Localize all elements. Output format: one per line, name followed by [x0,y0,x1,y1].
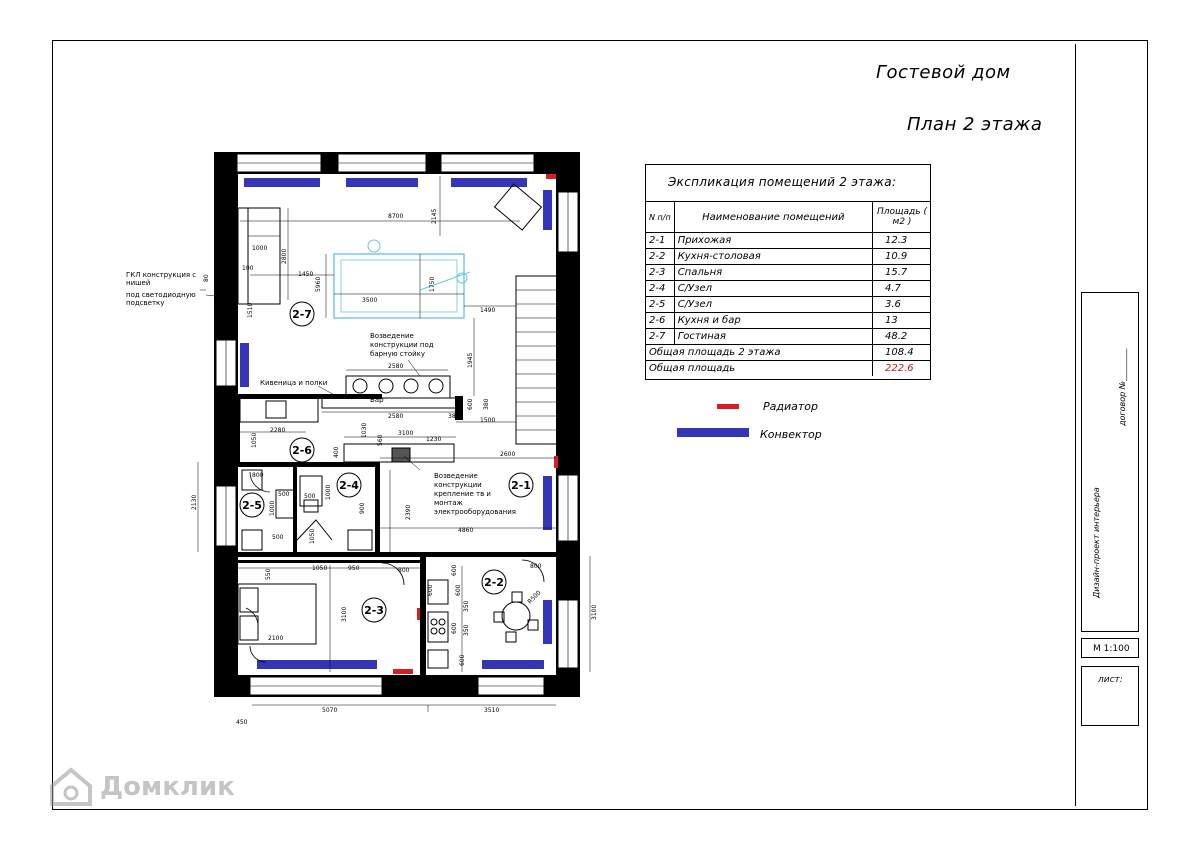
svg-text:3500: 3500 [362,297,378,304]
svg-text:конструкции под: конструкции под [370,341,434,349]
watermark [48,766,235,808]
row-number: 2-5 [646,297,674,313]
svg-text:550: 550 [265,568,272,580]
svg-text:1230: 1230 [426,436,442,443]
svg-text:5070: 5070 [322,707,338,714]
room-2-6: 2-6 [292,444,312,457]
svg-text:1050: 1050 [312,565,328,572]
svg-text:Возведение: Возведение [370,332,414,340]
svg-text:конструкции: конструкции [434,481,482,489]
col-area: Площадь ( м2 ) [873,202,932,233]
row-number: 2-4 [646,281,674,297]
svg-text:1000: 1000 [269,500,276,516]
svg-text:4860: 4860 [458,527,474,534]
convector-swatch [677,428,749,437]
scale-text: М 1:100 [1093,644,1130,654]
svg-text:барную стойку: барную стойку [370,350,426,358]
svg-text:2145: 2145 [431,208,438,224]
row-name: Спальня [674,265,872,281]
svg-text:2100: 2100 [268,635,284,642]
table-row [646,233,931,249]
watermark-text: Домклик [100,772,235,802]
svg-text:5960: 5960 [315,276,322,292]
row-area: 13 [873,313,932,329]
windows [216,154,578,695]
svg-text:1050: 1050 [251,432,258,448]
row-name: Гостиная [674,329,872,345]
explication-table [645,164,931,380]
row-name: Кухня и бар [674,313,872,329]
drawing-subtitle: План 2 этажа [907,114,1043,135]
room-2-4: 2-4 [339,479,359,492]
table-row [646,297,931,313]
svg-text:1000: 1000 [252,245,268,252]
room-2-5: 2-5 [242,499,262,512]
room-2-1: 2-1 [511,479,531,492]
explication-title: Экспликация помещений 2 этажа: [668,175,897,189]
total-floor-label: Общая площадь 2 этажа [646,345,873,361]
svg-text:под светодиодную: под светодиодную [126,291,196,299]
row-area: 3.6 [873,297,932,313]
row-area: 48.2 [873,329,932,345]
svg-text:500: 500 [272,534,284,541]
svg-text:1500: 1500 [480,417,496,424]
svg-text:1000: 1000 [325,484,332,500]
svg-text:подсветку: подсветку [126,299,165,307]
svg-text:800: 800 [252,472,264,479]
col-name: Наименование помещений [674,202,872,233]
svg-text:100: 100 [242,265,254,272]
svg-text:3510: 3510 [484,707,500,714]
svg-text:2580: 2580 [388,413,404,420]
svg-text:3100: 3100 [591,604,598,620]
svg-text:нишей: нишей [126,279,151,287]
drawing-title: Гостевой дом [876,62,1011,83]
col-number: N п/п [646,202,674,233]
interior-walls [236,394,558,676]
row-name: Кухня-столовая [674,249,872,265]
svg-text:600: 600 [467,398,474,410]
svg-text:монтаж: монтаж [434,499,463,507]
row-number: 2-2 [646,249,674,265]
row-area: 10.9 [873,249,932,265]
svg-text:560: 560 [377,434,384,446]
svg-text:800: 800 [530,563,542,570]
outer-walls [214,152,580,697]
svg-text:Кивеница и полки: Кивеница и полки [260,379,328,387]
room-2-2: 2-2 [484,576,504,589]
dimension-labels [191,209,598,726]
svg-text:950: 950 [348,565,360,572]
svg-text:1945: 1945 [467,352,474,368]
row-number: 2-7 [646,329,674,345]
svg-text:600: 600 [451,564,458,576]
row-number: 2-6 [646,313,674,329]
svg-text:380: 380 [483,398,490,410]
svg-text:электрооборудования: электрооборудования [434,508,516,516]
svg-text:8700: 8700 [388,213,404,220]
total-floor-value: 108.4 [873,345,932,361]
house-logo-icon [48,766,94,808]
row-name: С/Узел [674,281,872,297]
row-name: Прихожая [674,233,872,249]
total-label: Общая площадь [646,361,873,377]
plan-notes [126,271,516,516]
svg-text:1450: 1450 [298,271,314,278]
svg-text:380: 380 [448,413,460,420]
row-number: 2-3 [646,265,674,281]
room-2-7: 2-7 [292,308,312,321]
table-row [646,249,931,265]
row-area: 15.7 [873,265,932,281]
stamp-project-text: Дизайн-проект интерьера [1092,487,1101,598]
svg-text:1510: 1510 [247,302,254,318]
svg-text:2580: 2580 [388,363,404,370]
total-row [646,361,931,377]
svg-text:1050: 1050 [309,528,316,544]
total-floor-row [646,345,931,361]
svg-text:3100: 3100 [341,606,348,622]
svg-text:500: 500 [278,491,290,498]
svg-text:600: 600 [455,584,462,596]
svg-text:Бар: Бар [370,396,384,404]
explication-grid [646,201,931,376]
stamp-project-box [1081,292,1139,632]
svg-text:350: 350 [463,600,470,612]
svg-text:1490: 1490 [480,307,496,314]
svg-text:R500: R500 [526,589,543,606]
sheet-label: лист: [1098,675,1123,685]
svg-text:900: 900 [359,502,366,514]
svg-text:ГКЛ конструкция с: ГКЛ конструкция с [126,271,197,279]
table-row [646,329,931,345]
svg-text:2390: 2390 [405,504,412,520]
table-row [646,313,931,329]
svg-text:2280: 2280 [270,427,286,434]
table-row [646,281,931,297]
svg-text:2600: 2600 [500,451,516,458]
legend-radiator: Радиатор [763,400,818,413]
svg-text:400: 400 [333,446,340,458]
svg-text:600: 600 [459,654,466,666]
svg-text:600: 600 [427,584,434,596]
svg-text:600: 600 [451,622,458,634]
row-number: 2-1 [646,233,674,249]
svg-text:3100: 3100 [398,430,414,437]
svg-text:2800: 2800 [281,248,288,264]
svg-text:1030: 1030 [361,422,368,438]
legend-convector: Конвектор [760,428,822,441]
radiator-swatch [717,404,739,409]
row-name: С/Узел [674,297,872,313]
stamp-contract-text: договор №________ [1118,348,1127,426]
row-area: 4.7 [873,281,932,297]
row-area: 12.3 [873,233,932,249]
svg-text:2130: 2130 [191,494,198,510]
svg-text:Возведение: Возведение [434,472,478,480]
svg-text:450: 450 [236,719,248,726]
svg-text:350: 350 [463,624,470,636]
svg-text:500: 500 [304,493,316,500]
svg-text:1750: 1750 [429,276,436,292]
svg-text:800: 800 [398,567,410,574]
table-row [646,265,931,281]
svg-text:крепление тв и: крепление тв и [434,490,491,498]
room-2-3: 2-3 [364,604,384,617]
svg-text:80: 80 [203,274,210,282]
table-header [646,202,931,233]
total-value: 222.6 [873,361,932,377]
